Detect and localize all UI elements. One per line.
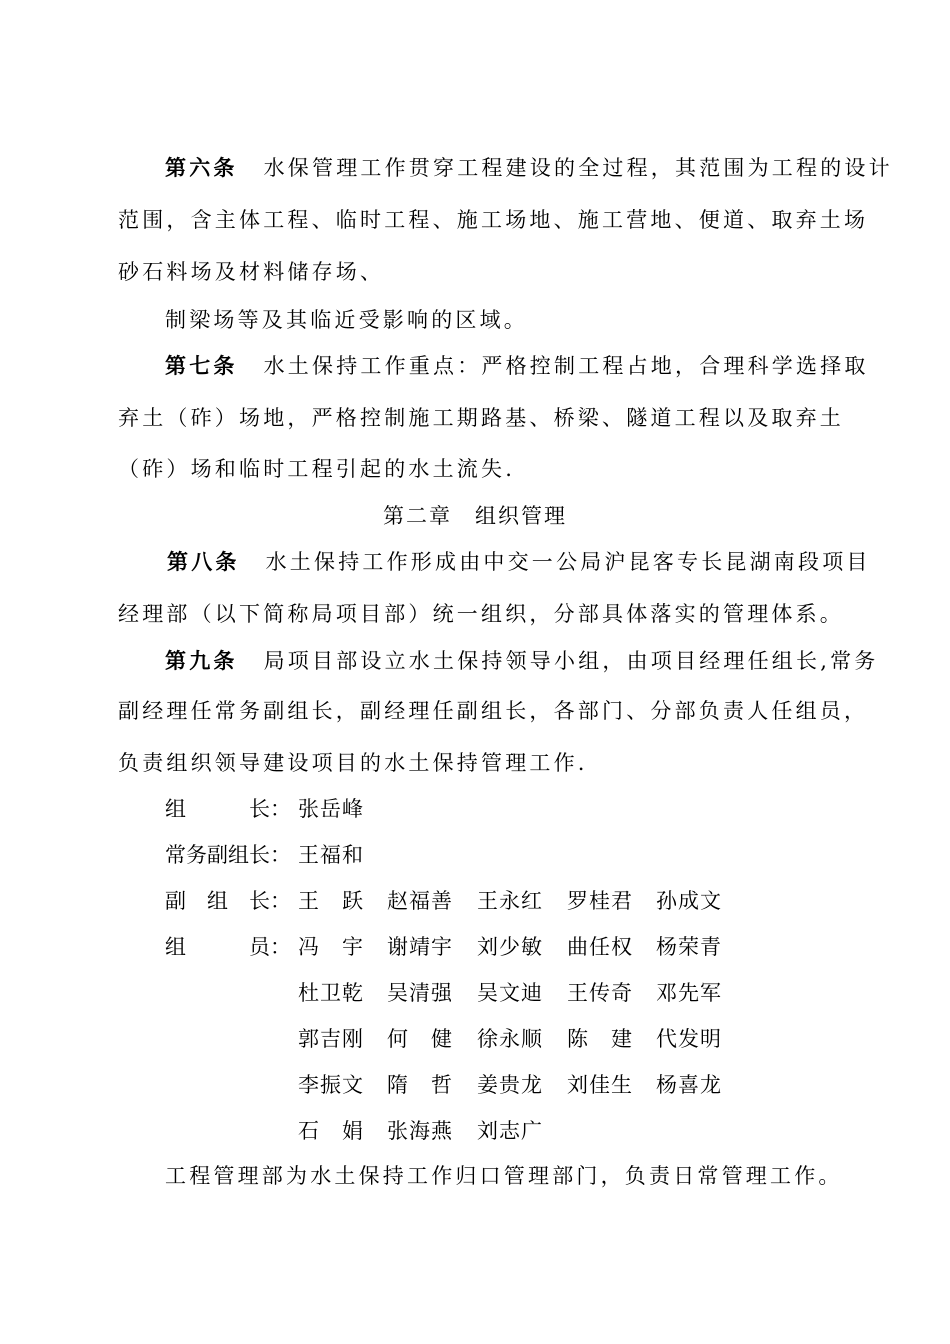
deputy-role: 副 组 长： (165, 889, 291, 913)
member-name: 隋 哲 (387, 1073, 453, 1097)
article7-text1: 水土保持工作重点：严格控制工程占地，合理科学选择取 (263, 354, 869, 378)
member-name: 吴文迪 (477, 981, 543, 1005)
member-name: 杜卫乾 (298, 981, 364, 1005)
closing-line: 工程管理部为水土保持工作归口管理部门，负责日常管理工作。 (165, 1164, 843, 1188)
article7-label: 第七条 (165, 354, 238, 378)
member-name: 徐永顺 (477, 1027, 543, 1051)
member-role: 组 员： (165, 935, 291, 959)
member-name: 陈 建 (567, 1027, 633, 1051)
exec-deputy-role: 常务副组长： (165, 843, 291, 867)
member-name: 谢靖宇 (387, 935, 453, 959)
exec-deputy-name: 王福和 (298, 843, 364, 867)
article6-line2: 范围，含主体工程、临时工程、施工场地、施工营地、便道、取弃土场 (118, 208, 869, 232)
deputy-name: 王永红 (477, 889, 543, 913)
article9-line2: 副经理任常务副组长，副经理任副组长，各部门、分部负责人任组员， (118, 699, 869, 723)
member-name: 杨喜龙 (656, 1073, 722, 1097)
article7-line2: 弃土（砟）场地，严格控制施工期路基、桥梁、隧道工程以及取弃土 (118, 406, 844, 430)
article6-text1: 水保管理工作贯穿工程建设的全过程，其范围为工程的设计 (263, 156, 893, 180)
article8-line1 (167, 548, 871, 576)
member-name: 姜贵龙 (477, 1073, 543, 1097)
article6-line1 (165, 154, 893, 182)
article7-line3: （砟）场和临时工程引起的水土流失. (118, 457, 516, 481)
member-name: 张海燕 (387, 1119, 453, 1143)
deputy-name: 赵福善 (387, 889, 453, 913)
member-name: 刘志广 (477, 1119, 543, 1143)
member-name: 冯 宇 (298, 935, 364, 959)
member-name: 何 健 (387, 1027, 453, 1051)
article9-text1: 局项目部设立水土保持领导小组，由项目经理任组长,常务 (263, 649, 879, 673)
member-name: 李振文 (298, 1073, 364, 1097)
chapter-heading: 第二章 组织管理 (383, 504, 567, 528)
member-name: 郭吉刚 (298, 1027, 364, 1051)
member-name: 杨荣青 (656, 935, 722, 959)
article9-line3: 负责组织领导建设项目的水土保持管理工作. (118, 751, 588, 775)
deputy-name: 孙成文 (656, 889, 722, 913)
article8-line2: 经理部（以下简称局项目部）统一组织，分部具体落实的管理体系。 (118, 602, 844, 626)
member-name: 刘佳生 (567, 1073, 633, 1097)
member-name: 代发明 (656, 1027, 722, 1051)
article8-label: 第八条 (167, 550, 240, 574)
deputy-name: 王 跃 (298, 889, 364, 913)
article9-label: 第九条 (165, 649, 238, 673)
member-name: 曲任权 (567, 935, 633, 959)
member-name: 王传奇 (567, 981, 633, 1005)
member-name: 石 娟 (298, 1119, 364, 1143)
article6-label: 第六条 (165, 156, 238, 180)
article6-line3: 砂石料场及材料储存场、 (118, 260, 385, 284)
article8-text1: 水土保持工作形成由中交一公局沪昆客专长昆湖南段项目 (265, 550, 871, 574)
article6-line4: 制梁场等及其临近受影响的区域。 (165, 308, 528, 332)
leader-role: 组 长： (165, 797, 291, 821)
member-name: 邓先军 (656, 981, 722, 1005)
member-name: 吴清强 (387, 981, 453, 1005)
deputy-name: 罗桂君 (567, 889, 633, 913)
article7-line1 (165, 352, 869, 380)
member-name: 刘少敏 (477, 935, 543, 959)
leader-name: 张岳峰 (298, 797, 364, 821)
article9-line1 (165, 647, 878, 675)
